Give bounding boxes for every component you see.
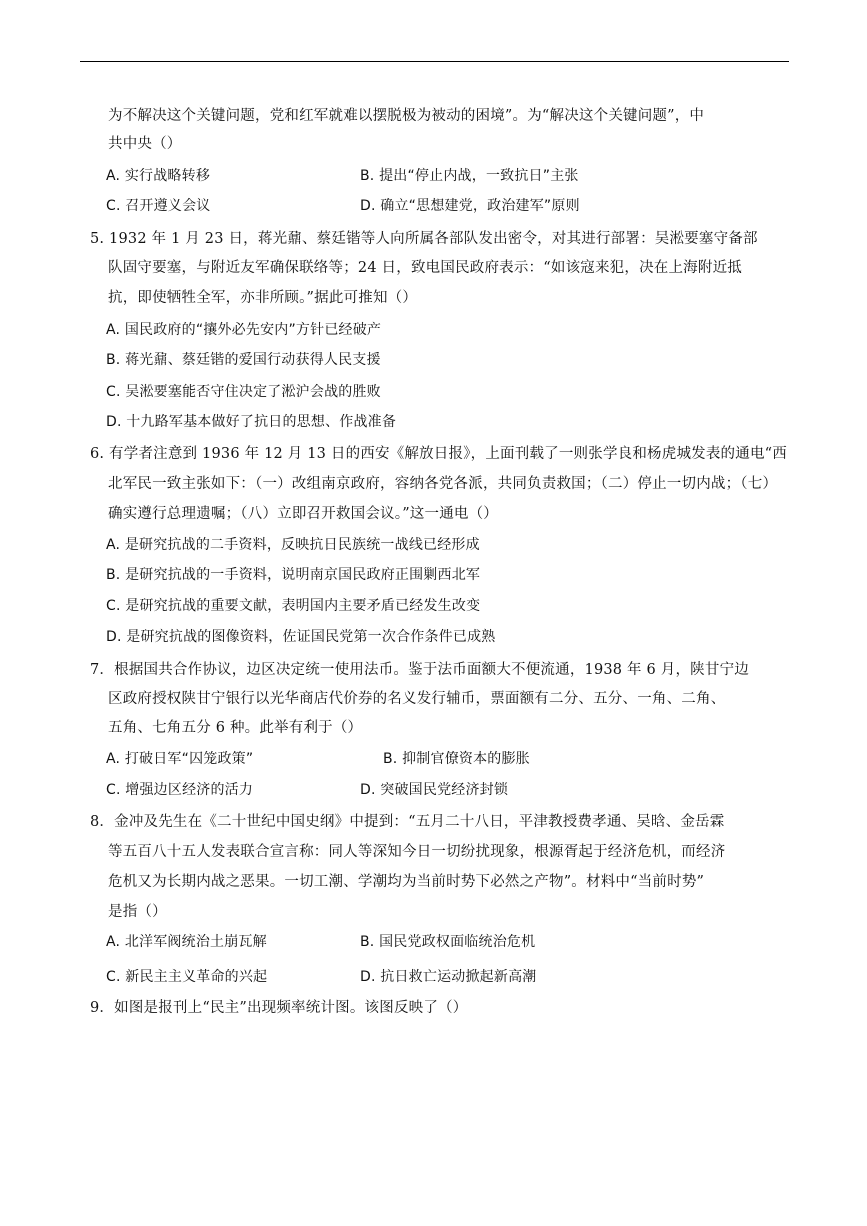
q7-option-a: A. 打破日军“囚笼政策” — [106, 751, 254, 767]
q6-stem-line-2: 北军民一致主张如下：（一）改组南京政府，容纳各党各派，共同负责救国；（二）停止一切内战；（七） — [108, 476, 778, 492]
q6-stem-line-1: 6. 有学者注意到 1936 年 12 月 13 日的西安《解放日报》，上面刊载了一则张学良和杨虎城发表的通电“西 — [90, 446, 787, 462]
q5-option-b: B. 蒋光鼐、蔡廷锴的爱国行动获得人民支援 — [106, 352, 381, 368]
q5-stem-line-2: 队固守要塞，与附近友军确保联络等；24 日，致电国民政府表示：“如该寇来犯，决在上海附近抵 — [108, 260, 742, 276]
q6-option-b: B. 是研究抗战的一手资料，说明南京国民政府正围剿西北军 — [106, 567, 481, 583]
q8-option-b: B. 国民党政权面临统治危机 — [360, 934, 536, 950]
q5-stem-line-1: 5. 1932 年 1 月 23 日，蒋光鼐、蔡廷锴等人向所属各部队发出密令，对其进行部署：吴淞要塞守备部 — [90, 231, 758, 247]
q4-option-d: D. 确立“思想建党，政治建军”原则 — [360, 198, 580, 214]
q4-option-c: C. 召开遵义会议 — [106, 198, 211, 214]
q7-stem-line-2: 区政府授权陕甘宁银行以光华商店代价券的名义发行辅币，票面额有二分、五分、一角、二角、 — [108, 691, 726, 707]
q5-option-c: C. 吴淞要塞能否守住决定了淞沪会战的胜败 — [106, 384, 381, 400]
q8-stem-line-1: 8．金冲及先生在《二十世纪中国史纲》中提到：“五月二十八日，平津教授费孝通、吴晗、金岳霖 — [90, 814, 725, 830]
q4-stem-line-2: 共中央（） — [108, 136, 182, 152]
q9-stem-line-1: 9．如图是报刊上“民主”出现频率统计图。该图反映了（） — [90, 1000, 468, 1016]
q8-option-c: C. 新民主主义革命的兴起 — [106, 969, 268, 985]
q4-option-b: B. 提出“停止内战，一致抗日”主张 — [360, 168, 579, 184]
q6-option-a: A. 是研究抗战的二手资料，反映抗日民族统一战线已经形成 — [106, 537, 480, 553]
q4-stem-line-1: 为不解决这个关键问题，党和红军就难以摆脱极为被动的困境”。为“解决这个关键问题”，中 — [108, 108, 705, 124]
q7-stem-line-1: 7．根据国共合作协议，边区决定统一使用法币。鉴于法币面额大不便流通，1938 年 6 月，陕甘宁边 — [90, 662, 749, 678]
q6-option-d: D. 是研究抗战的图像资料，佐证国民党第一次合作条件已成熟 — [106, 629, 496, 645]
header-rule — [80, 61, 789, 62]
q8-option-d: D. 抗日救亡运动掀起新高潮 — [360, 969, 537, 985]
q7-option-b: B. 抑制官僚资本的膨胀 — [383, 751, 530, 767]
q8-stem-line-4: 是指（） — [108, 904, 167, 920]
q5-option-d: D. 十九路军基本做好了抗日的思想、作战准备 — [106, 414, 397, 430]
q4-option-a: A. 实行战略转移 — [106, 168, 211, 184]
q5-stem-line-3: 抗，即使牺牲全军，亦非所顾。”据此可推知（） — [108, 290, 418, 306]
q8-option-a: A. 北洋军阀统治土崩瓦解 — [106, 934, 267, 950]
q5-option-a: A. 国民政府的“攘外必先安内”方针已经破产 — [106, 322, 382, 338]
q8-stem-line-3: 危机又为长期内战之恶果。一切工潮、学潮均为当前时势下必然之产物”。材料中“当前时势” — [108, 874, 705, 890]
q8-stem-line-2: 等五百八十五人发表联合宣言称：同人等深知今日一切纷扰现象，根源胥起于经济危机，而经济 — [108, 844, 726, 860]
q7-option-c: C. 增强边区经济的活力 — [106, 782, 254, 798]
q7-option-d: D. 突破国民党经济封锁 — [360, 782, 509, 798]
q7-stem-line-3: 五角、七角五分 6 种。此举有利于（） — [108, 720, 363, 736]
q6-option-c: C. 是研究抗战的重要文献，表明国内主要矛盾已经发生改变 — [106, 598, 481, 614]
q6-stem-line-3: 确实遵行总理遗嘱；（八）立即召开救国会议。”这一通电（） — [108, 506, 499, 522]
